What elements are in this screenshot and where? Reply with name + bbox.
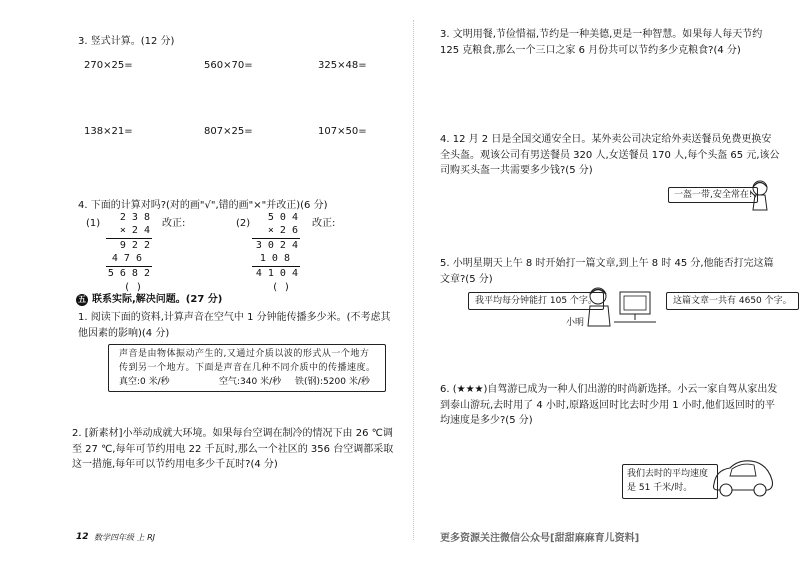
- judge-b-line-2: × 2 6: [267, 225, 298, 236]
- judge-a-label: (1): [86, 218, 101, 229]
- question-helmet: 4. 12 月 2 日是全国交通安全日。某外卖公司决定给外卖送餐员免费更换安全头盔。观该公司有男送餐员 320 人,女送餐员 170 人,每个头盔 65 元,该公司购买头盔一共需要多少钱?(5 分): [440, 134, 780, 176]
- judge-a-line-5: 5 6 8 2: [107, 268, 150, 279]
- judge-b-line-3: 3 0 2 4: [255, 240, 298, 251]
- section-title: 联系实际,解决问题。(27 分): [92, 294, 223, 305]
- article-length-bubble: 这篇文章一共有 4650 个字。: [666, 292, 799, 310]
- judge-calc-title: 4. 下面的计算对吗?(对的画"√",错的画"×"并改正)(6 分): [78, 200, 328, 211]
- calc-item-3: 325×48=: [318, 60, 367, 71]
- character-name-xiaoming: 小明: [566, 318, 585, 328]
- helmet-slogan-bubble: 一盔一带,安全常在!: [668, 187, 758, 203]
- judge-a-working: [106, 212, 152, 293]
- wechat-watermark: 更多资源关注微信公众号[甜甜麻麻育儿资料]: [440, 533, 640, 544]
- judge-b-working: [252, 212, 300, 293]
- judge-a-correct-label: 改正:: [162, 218, 186, 229]
- judge-a-line-3: 9 2 2: [119, 240, 150, 251]
- typing-speed-bubble: 我平均每分钟能打 105 个字。: [468, 292, 604, 310]
- speed-vacuum: 真空:0 米/秒: [119, 377, 170, 387]
- girl-illustration: [748, 178, 774, 214]
- trip-speed-bubble: 我们去时的平均速度是 51 千米/时。: [622, 464, 718, 499]
- page-divider: [413, 20, 414, 540]
- calc-item-1: 270×25=: [84, 60, 133, 71]
- speed-steel: 铁(钢):5200 米/秒: [295, 377, 370, 387]
- page-number: 12: [76, 532, 89, 542]
- car-illustration: [710, 454, 776, 500]
- question-air-conditioner: 2. [新素材]小举动成就大环境。如果每台空调在制冷的情况下由 26 ℃调至 27 ℃,每年可节约用电 22 千瓦时,那么一个社区的 356 台空调都采取这一措施,每年可以节约用电多少千瓦时?(4 分): [72, 428, 394, 470]
- calc-item-4: 138×21=: [84, 126, 133, 137]
- speed-air: 空气:340 米/秒: [219, 377, 282, 387]
- section-badge: 五: [78, 295, 86, 304]
- calc-item-6: 107×50=: [318, 126, 367, 137]
- book-name: 数学四年级 上 RJ: [94, 533, 156, 542]
- question-food-saving: 3. 文明用餐,节俭惜福,节约是一种美德,更是一种智慧。如果每人每天节约 125 克粮食,那么一个三口之家 6 月份共可以节约多少克粮食?(4 分): [440, 29, 763, 56]
- judge-a-line-1: 2 3 8: [119, 212, 150, 223]
- judge-a-line-2: × 2 4: [119, 225, 150, 236]
- judge-b-line-4: 1 0 8: [259, 253, 290, 264]
- calc-item-5: 807×25=: [204, 126, 253, 137]
- judge-b-label: (2): [236, 218, 251, 229]
- judge-b-line-1: 5 0 4: [267, 212, 298, 223]
- question-typing: 5. 小明星期天上午 8 时开始打一篇文章,到上午 8 时 45 分,他能否打完这篇文章?(5 分): [440, 258, 774, 285]
- vertical-calc-title: 3. 竖式计算。(12 分): [78, 36, 175, 47]
- judge-b-correct-label: 改正:: [312, 218, 336, 229]
- question-sound-speed: 1. 阅读下面的资料,计算声音在空气中 1 分钟能传播多少米。(不考虑其他因素的影响)(4 分): [78, 312, 391, 339]
- sound-speed-info-box: [108, 344, 386, 392]
- judge-b-line-5: 4 1 0 4: [255, 268, 298, 279]
- question-road-trip: 6. (★★★)自驾游已成为一种人们出游的时尚新选择。小云一家自驾从家出发到泰山游玩,去时用了 4 小时,原路返回时比去时少用 1 小时,他们返回时的平均速度是多少?(5 分): [440, 384, 778, 426]
- sound-speed-info-text: 声音是由物体振动产生的,又通过介质以波的形式从一个地方传到另一个地方。下面是声音在几种不同介质中的传播速度。: [119, 349, 376, 373]
- judge-a-answer-slot[interactable]: ( ): [123, 282, 142, 293]
- judge-a-line-4: 4 7 6: [111, 253, 142, 264]
- judge-b-answer-slot[interactable]: ( ): [271, 282, 290, 293]
- boy-at-computer-illustration: [584, 282, 658, 328]
- calc-item-2: 560×70=: [204, 60, 253, 71]
